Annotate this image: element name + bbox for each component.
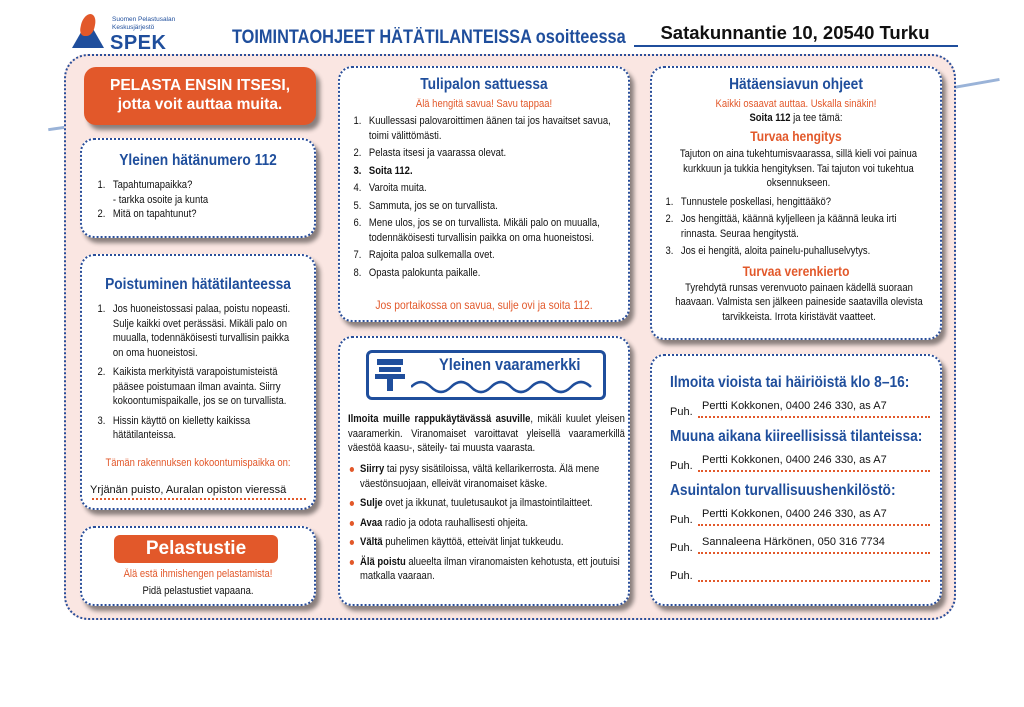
list-item: 5. Sammuta, jos se on turvallista. (353, 199, 498, 212)
list-item: 3. Hissin käyttö on kielletty kaikissa hätätilanteissa. (97, 414, 251, 441)
contact-row-1 (670, 396, 930, 418)
emergency-number-card (80, 138, 316, 238)
phone-label: Puh. (670, 570, 693, 582)
list-item: 7. Rajoita paloa sulkemalla ovet. (353, 249, 495, 261)
emergency-title: Yleinen hätänumero 112 (119, 152, 277, 169)
page-title (232, 27, 626, 49)
contacts-card (650, 354, 942, 606)
logo-organization: Suomen Pelastusalan Keskusjärjestö (112, 16, 176, 31)
list-item: Avaa radio ja odota rauhallisesti ohjeita. (348, 516, 625, 531)
assembly-dotline (92, 498, 306, 500)
evacuation-card (80, 254, 316, 510)
phone-label: Puh. (670, 514, 693, 526)
report-heading-1: Ilmoita vioista tai häiriöistä klo 8–16: (670, 374, 910, 391)
phone-label: Puh. (670, 460, 693, 472)
rescue-first-banner (84, 67, 316, 125)
alarm-intro: Ilmoita muille rappukäytävässä asuville, mikäli kuulet yleisen vaaramerkin. Viranomaiset varoittavat yleisellä vaaramerkillä väestöä kaasu-, säteily- tai muusta vaarasta. (348, 413, 625, 454)
rescue-route-line-2: Pidä pelastustiet vapaana. (142, 585, 254, 597)
alarm-title: Yleinen vaaramerkki (439, 355, 581, 374)
alarm-bullets (348, 462, 625, 584)
rescue-route-title: Pelastustie (114, 535, 278, 563)
phone-label: Puh. (670, 542, 693, 554)
first-aid-call: Soita 112 ja tee tämä: (749, 112, 843, 124)
emergency-list (94, 178, 309, 222)
contact-value: Pertti Kokkonen, 0400 246 330, as A7 (702, 400, 887, 412)
contact-dotline (698, 580, 930, 582)
rescue-line-1: PELASTA ENSIN ITSESI, (110, 77, 290, 94)
list-item: 6. Mene ulos, jos se on turvallista. Mikäli palo on muualla, todennäköisesti turvallisin paikka on oma huoneistosi. (353, 217, 600, 244)
rescue-line-2: jotta voit auttaa muita. (117, 96, 283, 113)
contact-dotline (698, 416, 930, 418)
list-item: - tarkka osoite ja kunta (112, 193, 209, 206)
contact-row-3 (670, 504, 930, 526)
contact-dotline (698, 470, 930, 472)
general-alarm-card (338, 336, 630, 606)
list-item: 1. Jos huoneistossasi palaa, poistu nopeasti. Sulje kaikki ovet perässäsi. Mikäli palo on muualla, todennäköisesti turvallisin paikka on oma huoneistosi. (97, 303, 291, 359)
assembly-label: Tämän rakennuksen kokoontumispaikka on: (105, 457, 291, 469)
title-tail: osoitteessa (535, 27, 626, 48)
list-item: 2. Pelasta itsesi ja vaarassa olevat. (353, 147, 507, 159)
rescue-route-card (80, 526, 316, 606)
evacuation-list (94, 302, 300, 443)
contact-row-4 (670, 532, 930, 554)
list-item: 3. Jos ei hengitä, aloita painelu-puhalluselvytys. (665, 245, 871, 257)
contact-value: Pertti Kokkonen, 0400 246 330, as A7 (702, 454, 887, 466)
rescue-route-line-1: Älä estä ihmishengen pelastamista! (123, 568, 273, 580)
fire-title: Tulipalon sattuessa (420, 76, 548, 93)
breath-title: Turvaa hengitys (750, 128, 842, 144)
first-aid-list (662, 195, 920, 259)
list-item: 2. Mitä on tapahtunut? (97, 208, 197, 220)
siren-icon (375, 357, 405, 395)
report-heading-2: Muuna aikana kiireellisissä tilanteissa: (670, 428, 923, 445)
fire-list (350, 114, 623, 280)
alarm-wave-icon (411, 375, 601, 395)
list-item: Siirry tai pysy sisätiloissa, vältä kellarikerrosta. Älä mene väestönsuojaan, elleivät viranomaiset käske. (348, 462, 625, 491)
list-item: Sulje ovet ja ikkunat, tuuletusaukot ja ilmastointilaitteet. (348, 496, 625, 511)
first-aid-title: Hätäensiavun ohjeet (729, 76, 863, 93)
breath-text: Tajuton on aina tukehtumisvaarassa, sillä kieli voi painua kurkkuun ja tukkia hengityksen. Tai tajuton voi tukehtua oksennukseen. (679, 148, 918, 189)
list-item: 2. Jos hengittää, käännä kyljelleen ja käännä leuka irti rinnasta. Seuraa hengitystä. (665, 213, 897, 240)
address-underline (634, 45, 958, 47)
contact-value: Sannaleena Härkönen, 050 316 7734 (702, 536, 885, 548)
title-main: TOIMINTAOHJEET HÄTÄTILANTEISSA (232, 27, 532, 48)
contact-dotline (698, 524, 930, 526)
fire-subtitle: Älä hengitä savua! Savu tappaa! (415, 98, 553, 110)
list-item: 1. Tapahtumapaikka? (97, 179, 193, 191)
contact-dotline (698, 552, 930, 554)
list-item: Älä poistu alueelta ilman viranomaisten kehotusta, ett joutuisi matkalla vaaraan. (348, 555, 625, 584)
fire-card (338, 66, 630, 322)
list-item: Vältä puhelimen käyttöä, etteivät linjat tukkeudu. (348, 535, 625, 550)
logo-text: SPEK (110, 32, 167, 54)
evacuation-title: Poistuminen hätätilanteessa (105, 276, 291, 293)
list-item: 8. Opasta palokunta paikalle. (353, 266, 481, 279)
address: Satakunnantie 10, 20540 Turku (660, 22, 930, 43)
alarm-header-box (366, 350, 606, 400)
assembly-place: Yrjänän puisto, Auralan opiston vieressä (90, 484, 287, 496)
list-item: 2. Kaikista merkityistä varapoistumisteistä pääsee poistumaan ilman avainta. Siirry kokoontumispaikalle, jos se on turvallista. (97, 366, 287, 407)
list-item: 1. Tunnustele poskellasi, hengittääkö? (665, 195, 831, 208)
list-item: 4. Varoita muita. (353, 182, 427, 194)
phone-label: Puh. (670, 406, 693, 418)
contact-value: Pertti Kokkonen, 0400 246 330, as A7 (702, 508, 887, 520)
list-item: 3. Soita 112. (353, 164, 413, 177)
fire-footer: Jos portaikossa on savua, sulje ovi ja soita 112. (375, 298, 593, 312)
contact-row-5 (670, 560, 930, 582)
circulation-title: Turvaa verenkierto (742, 262, 850, 279)
first-aid-subtitle: Kaikki osaavat auttaa. Uskalla sinäkin! (715, 98, 877, 110)
list-item: 1. Kuullessasi palovaroittimen äänen tai jos havaitset savua, toimi välittömästi. (353, 115, 611, 142)
contact-row-2 (670, 450, 930, 472)
first-aid-card (650, 66, 942, 340)
report-heading-3: Asuintalon turvallisuushenkilöstö: (670, 482, 896, 499)
spek-logo (72, 14, 192, 54)
circulation-text: Tyrehdytä runsas verenvuoto painaen kädellä suoraan haavaan. Valmista sen jälkeen paineside saatavilla olevista tarvikkeista. Irrota kiristävät vaatteet. (675, 281, 923, 323)
